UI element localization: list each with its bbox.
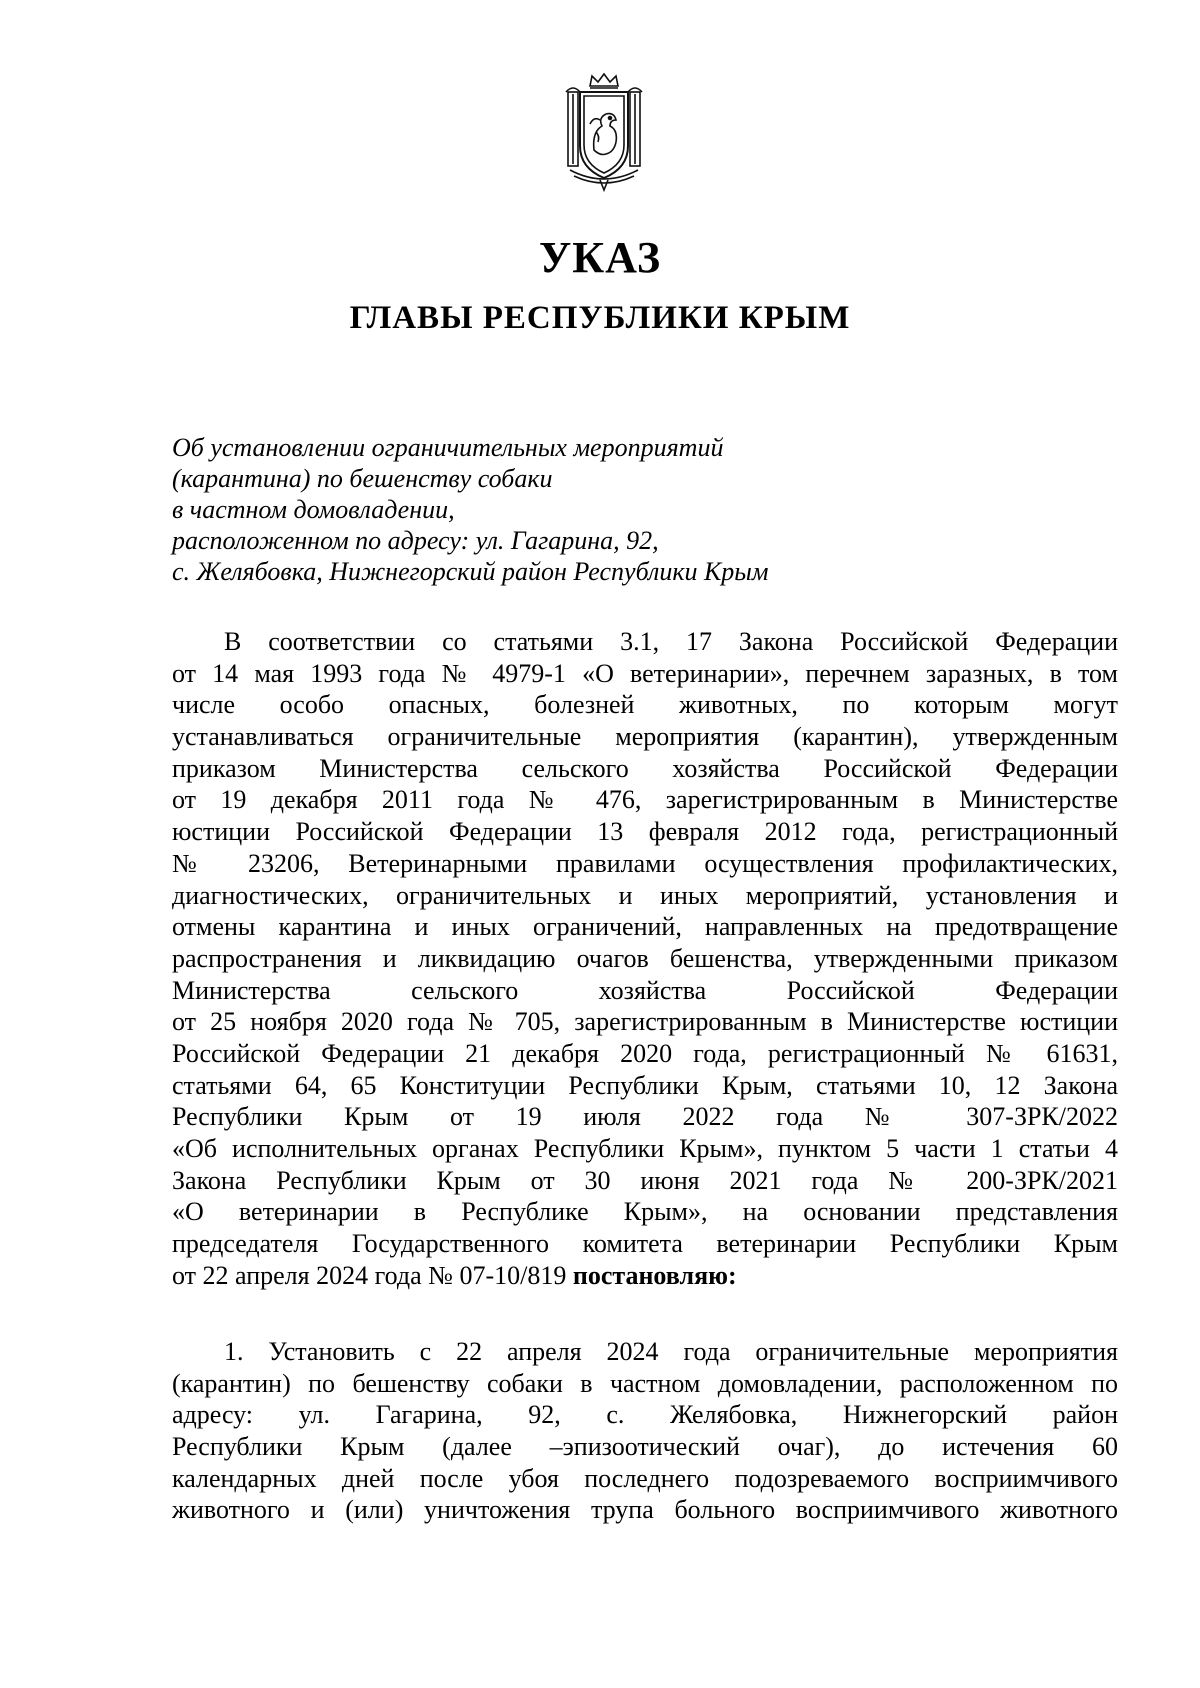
clause-line: Республики Крым (далее –эпизоотический очаг), до истечения 60 (172, 1432, 1118, 1462)
preamble-line: Республики Крым от 19 июля 2022 года № 307-ЗРК/2022 (172, 1102, 1118, 1132)
preamble-line: от 19 декабря 2011 года № 476, зарегистрированным в Министерстве (172, 785, 1118, 815)
coat-of-arms-emblem (560, 72, 648, 192)
preamble-line: «Об исполнительных органах Республики Крым», пунктом 5 части 1 статьи 4 (172, 1134, 1118, 1163)
clause-1-paragraph (172, 1336, 1118, 1526)
clause-line: адресу: ул. Гагарина, 92, с. Желябовка, Нижнегорский район (172, 1400, 1118, 1430)
preamble-line: юстиции Российской Федерации 13 февраля 2012 года, регистрационный (172, 817, 1118, 847)
decree-word: постановляю: (572, 1260, 737, 1290)
clause-line: животного и (или) уничтожения трупа больного восприимчивого животного (172, 1495, 1118, 1525)
preamble-paragraph (172, 626, 1118, 1291)
preamble-line: В соответствии со статьями 3.1, 17 Закона Российской Федерации (224, 627, 1118, 656)
preamble-line: отмены карантина и иных ограничений, направленных на предотвращение (172, 912, 1118, 942)
subject-line: в частном домовладении, (172, 495, 455, 524)
preamble-line: статьями 64, 65 Конституции Республики Крым, статьями 10, 12 Закона (172, 1070, 1118, 1100)
clause-line: календарных дней после убоя последнего подозреваемого восприимчивого (172, 1463, 1118, 1493)
clause-line: (карантин) по бешенству собаки в частном домовладении, расположенном по (172, 1368, 1118, 1398)
preamble-line: председателя Государственного комитета ветеринарии Республики Крым (172, 1229, 1118, 1259)
preamble-line: распространения и ликвидацию очагов бешенства, утвержденными приказом (172, 943, 1118, 973)
subject-line: (карантина) по бешенству собаки (172, 464, 553, 493)
preamble-line: «О ветеринарии в Республике Крым», на основании представления (172, 1197, 1118, 1227)
subject-line: с. Желябовка, Нижнегорский район Республики Крым (172, 557, 769, 586)
preamble-line: устанавливаться ограничительные мероприятия (карантин), утвержденным (172, 722, 1118, 752)
preamble-line: Министерства сельского хозяйства Российской Федерации (172, 975, 1118, 1005)
preamble-line: Закона Республики Крым от 30 июня 2021 года № 200-ЗРК/2021 (172, 1165, 1118, 1195)
subject-line: Об установлении ограничительных мероприятий (172, 433, 724, 462)
preamble-line: диагностических, ограничительных и иных мероприятий, установления и (172, 880, 1118, 910)
subject-line: расположенном по адресу: ул. Гагарина, 92, (172, 526, 659, 555)
preamble-line: № 23206, Ветеринарными правилами осуществления профилактических, (172, 848, 1118, 878)
preamble-last-line (172, 1260, 1118, 1292)
document-subject (172, 432, 992, 587)
document-subtitle: ГЛАВЫ РЕСПУБЛИКИ КРЫМ (349, 300, 851, 336)
preamble-line: числе особо опасных, болезней животных, по которым могут (172, 690, 1118, 720)
preamble-line: приказом Министерства сельского хозяйства Российской Федерации (172, 753, 1118, 783)
preamble-line: от 25 ноября 2020 года № 705, зарегистрированным в Министерстве юстиции (172, 1007, 1118, 1037)
preamble-line: Российской Федерации 21 декабря 2020 года, регистрационный № 61631, (172, 1038, 1118, 1068)
clause-line: 1. Установить с 22 апреля 2024 года ограничительные мероприятия (224, 1337, 1118, 1366)
document-title: УКАЗ (538, 233, 662, 282)
preamble-line: от 22 апреля 2024 года № 07-10/819 (172, 1260, 567, 1290)
preamble-line: от 14 мая 1993 года № 4979-1 «О ветеринарии», перечнем заразных, в том (172, 658, 1118, 688)
